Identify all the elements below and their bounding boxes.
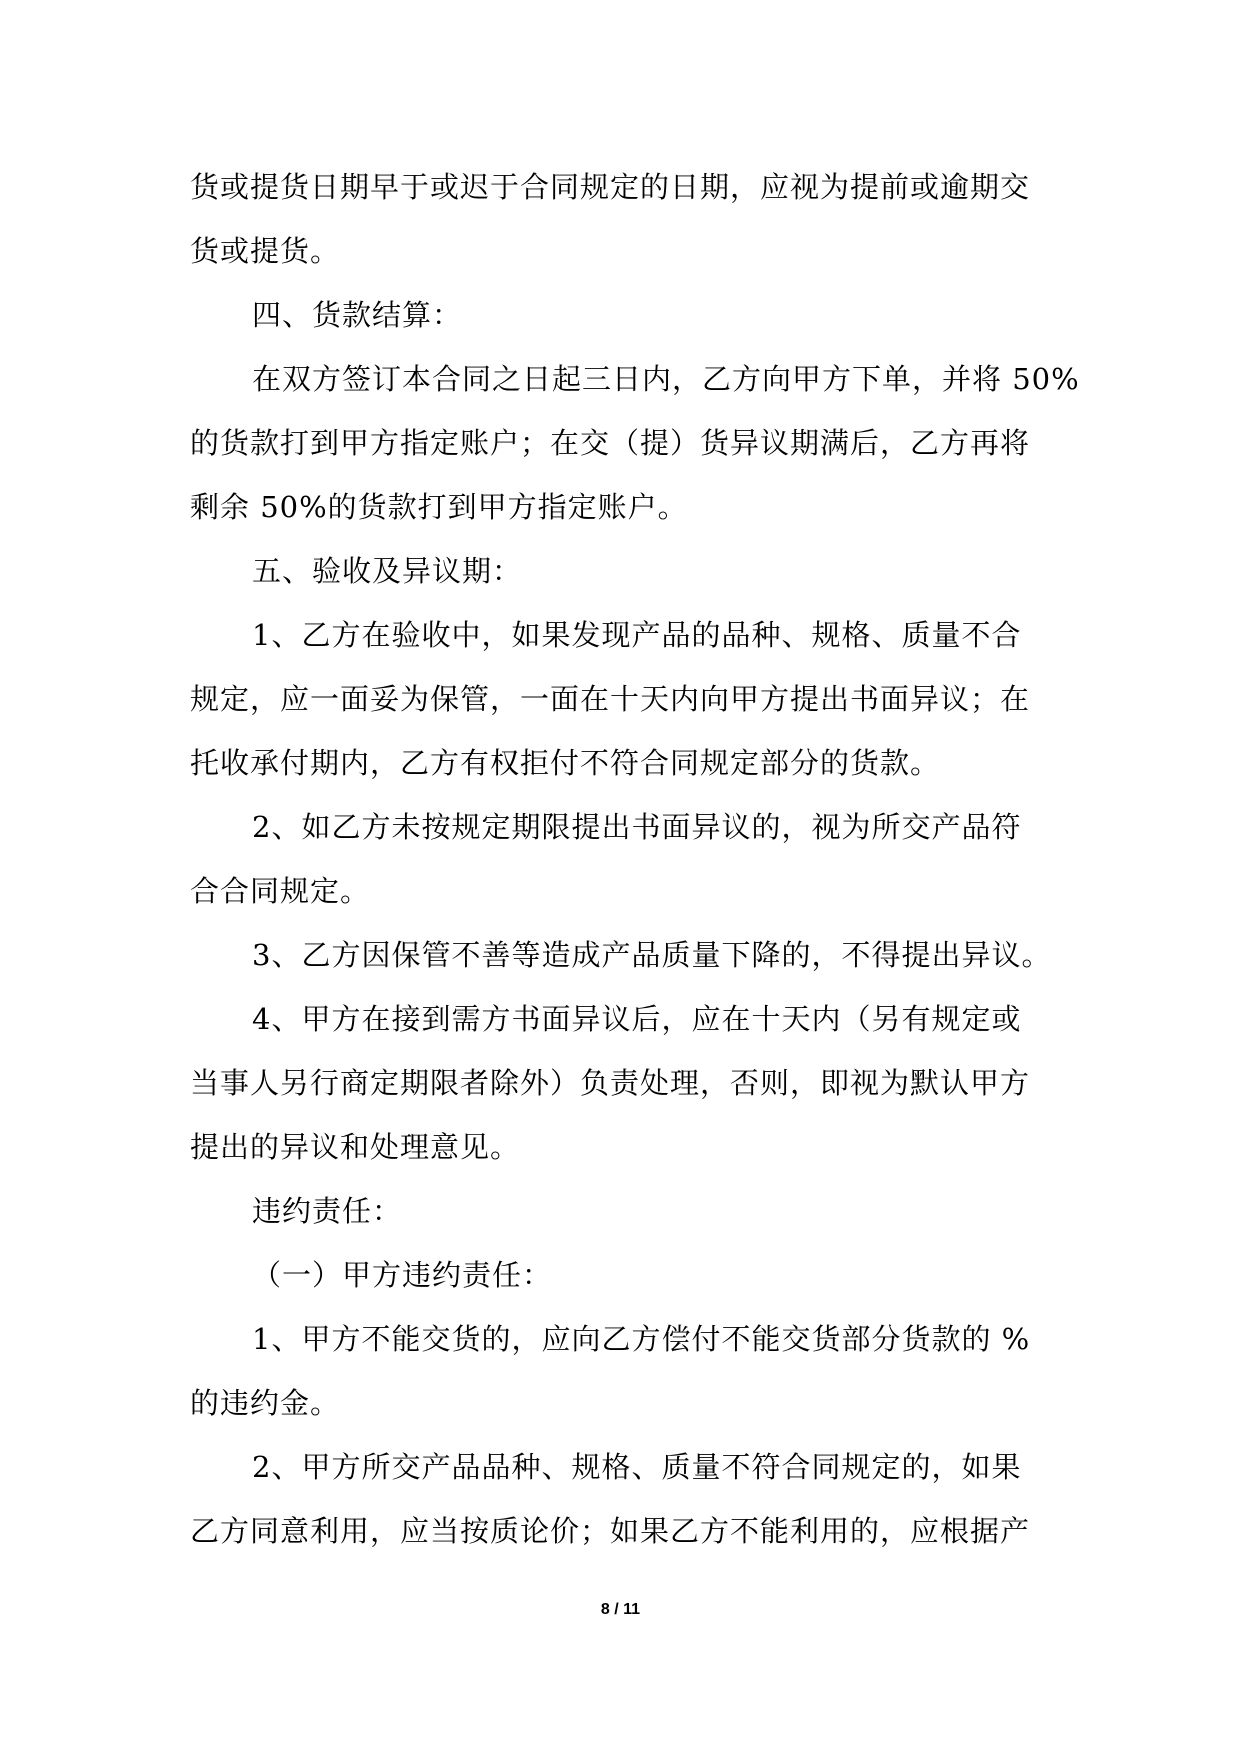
text-line: 提出的异议和处理意见。 — [190, 1130, 521, 1164]
text-line: 2、如乙方未按规定期限提出书面异议的，视为所交产品符 — [252, 810, 1022, 844]
section-heading: 五、验收及异议期： — [252, 554, 523, 588]
text-line: 在双方签订本合同之日起三日内，乙方向甲方下单，并将 50% — [252, 362, 1080, 396]
text-line: 货或提货。 — [190, 234, 341, 268]
text-line: 1、乙方在验收中，如果发现产品的品种、规格、质量不合 — [252, 618, 1022, 652]
text-line: 合合同规定。 — [190, 874, 371, 908]
text-line: 剩余 50%的货款打到甲方指定账户。 — [190, 490, 688, 524]
text-line: 当事人另行商定期限者除外）负责处理，否则，即视为默认甲方 — [190, 1066, 1031, 1100]
section-heading: 四、货款结算： — [252, 298, 463, 332]
subsection-heading: （一）甲方违约责任： — [252, 1258, 553, 1292]
text-line: 2、甲方所交产品品种、规格、质量不符合同规定的，如果 — [252, 1450, 1022, 1484]
page-number: 8 / 11 — [600, 1601, 641, 1618]
text-line: 货或提货日期早于或迟于合同规定的日期，应视为提前或逾期交 — [190, 170, 1031, 204]
text-line: 3、乙方因保管不善等造成产品质量下降的，不得提出异议。 — [252, 938, 1052, 972]
document-body — [190, 155, 1080, 1563]
text-line: 乙方同意利用，应当按质论价；如果乙方不能利用的，应根据产 — [190, 1514, 1031, 1548]
text-line: 的违约金。 — [190, 1386, 341, 1420]
text-line: 4、甲方在接到需方书面异议后，应在十天内（另有规定或 — [252, 1002, 1022, 1036]
text-line: 托收承付期内，乙方有权拒付不符合同规定部分的货款。 — [190, 746, 941, 780]
section-heading: 违约责任： — [252, 1194, 403, 1228]
text-line: 规定，应一面妥为保管，一面在十天内向甲方提出书面异议；在 — [190, 682, 1031, 716]
text-line: 1、甲方不能交货的，应向乙方偿付不能交货部分货款的 % — [252, 1322, 1031, 1356]
text-line: 的货款打到甲方指定账户；在交（提）货异议期满后，乙方再将 — [190, 426, 1031, 460]
